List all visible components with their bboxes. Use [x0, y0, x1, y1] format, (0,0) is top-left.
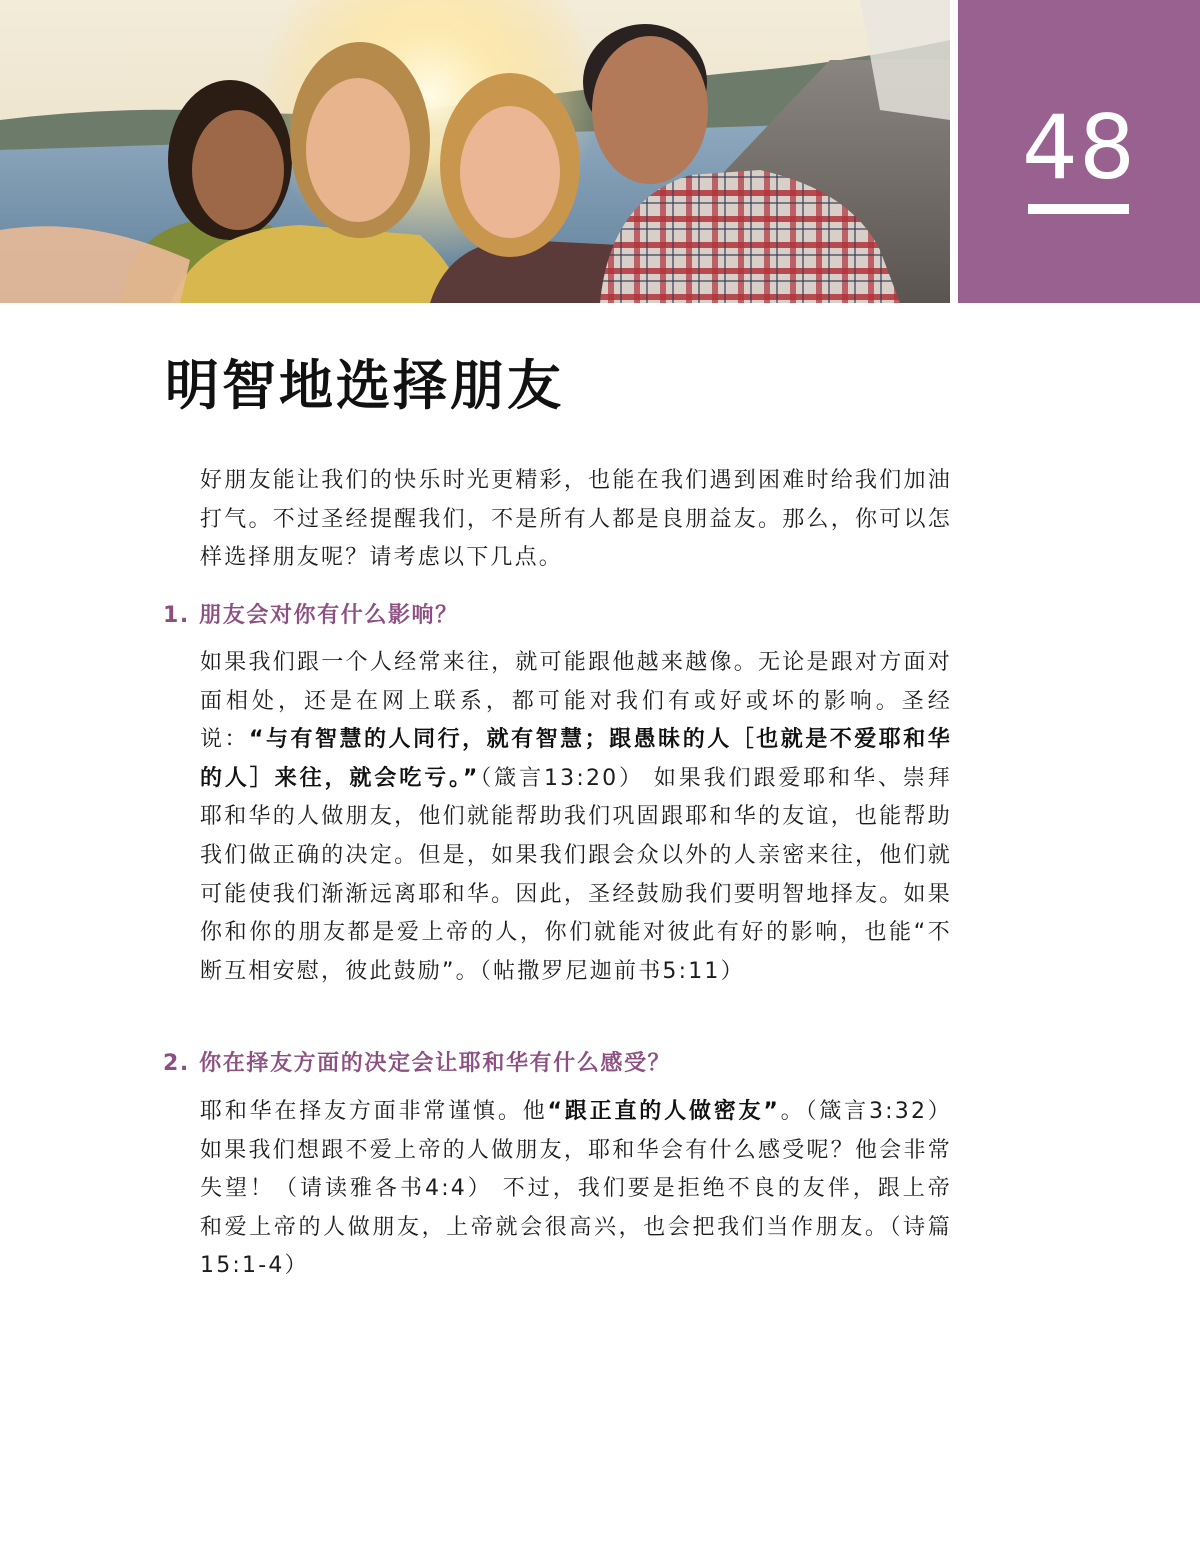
- section-1-question-text: 朋友会对你有什么影响？: [199, 603, 459, 628]
- section-1-scripture-quote: “与有智慧的人同行，就有智慧；跟愚昧的人［也就是不爱耶和华的人］来往，就会吃亏。”: [200, 727, 952, 791]
- section-2-question-text: 你在择友方面的决定会让耶和华有什么感受？: [199, 1051, 672, 1076]
- section-2-body-part2: 。（箴言3:32） 如果我们想跟不爱上帝的人做朋友，耶和华会有什么感受呢？他会非常失望！（请读雅各书4:4） 不过，我们要是拒绝不良的友伴，跟上帝和爱上帝的人做朋友，上帝就会很高兴，也会把我们当作朋友。（诗篇15:1-4）: [200, 1099, 952, 1279]
- page-title: 明智地选择朋友: [165, 354, 564, 417]
- section-1-question: [163, 598, 459, 634]
- lesson-number: 48: [1022, 96, 1136, 199]
- section-2-question: [163, 1046, 671, 1082]
- section-2-body-part1: 耶和华在择友方面非常谨慎。他: [200, 1099, 548, 1124]
- friends-photo-illustration: [0, 0, 950, 303]
- section-1-number: 1.: [163, 603, 190, 628]
- lesson-number-tab: [958, 0, 1200, 303]
- section-1-body-part1: 如果我们跟一个人经常来往，就可能跟他越来越像。无论是跟对方面对面相处，还是在网上联系，都可能对我们有或好或坏的影响。圣经说：: [200, 650, 952, 753]
- lesson-number-underline: [1028, 204, 1129, 214]
- section-1-body-part2: （箴言13:20） 如果我们跟爱耶和华、崇拜耶和华的人做朋友，他们就能帮助我们巩固跟耶和华的友谊，也能帮助我们做正确的决定。但是，如果我们跟会众以外的人亲密来往，他们就可能使我们渐渐远离耶和华。因此，圣经鼓励我们要明智地择友。如果你和你的朋友都是爱上帝的人，你们就能对彼此有好的影响，也能“不断互相安慰，彼此鼓励”。（帖撒罗尼迦前书5:11）: [200, 765, 952, 984]
- section-2-scripture-quote: “跟正直的人做密友”: [547, 1099, 781, 1124]
- hero-photo: [0, 0, 950, 303]
- section-1-body: [200, 644, 952, 991]
- intro-paragraph: 好朋友能让我们的快乐时光更精彩，也能在我们遇到困难时给我们加油打气。不过圣经提醒我们，不是所有人都是良朋益友。那么，你可以怎样选择朋友呢？请考虑以下几点。: [200, 468, 952, 571]
- section-2-number: 2.: [163, 1051, 190, 1076]
- section-2-body: [200, 1093, 952, 1286]
